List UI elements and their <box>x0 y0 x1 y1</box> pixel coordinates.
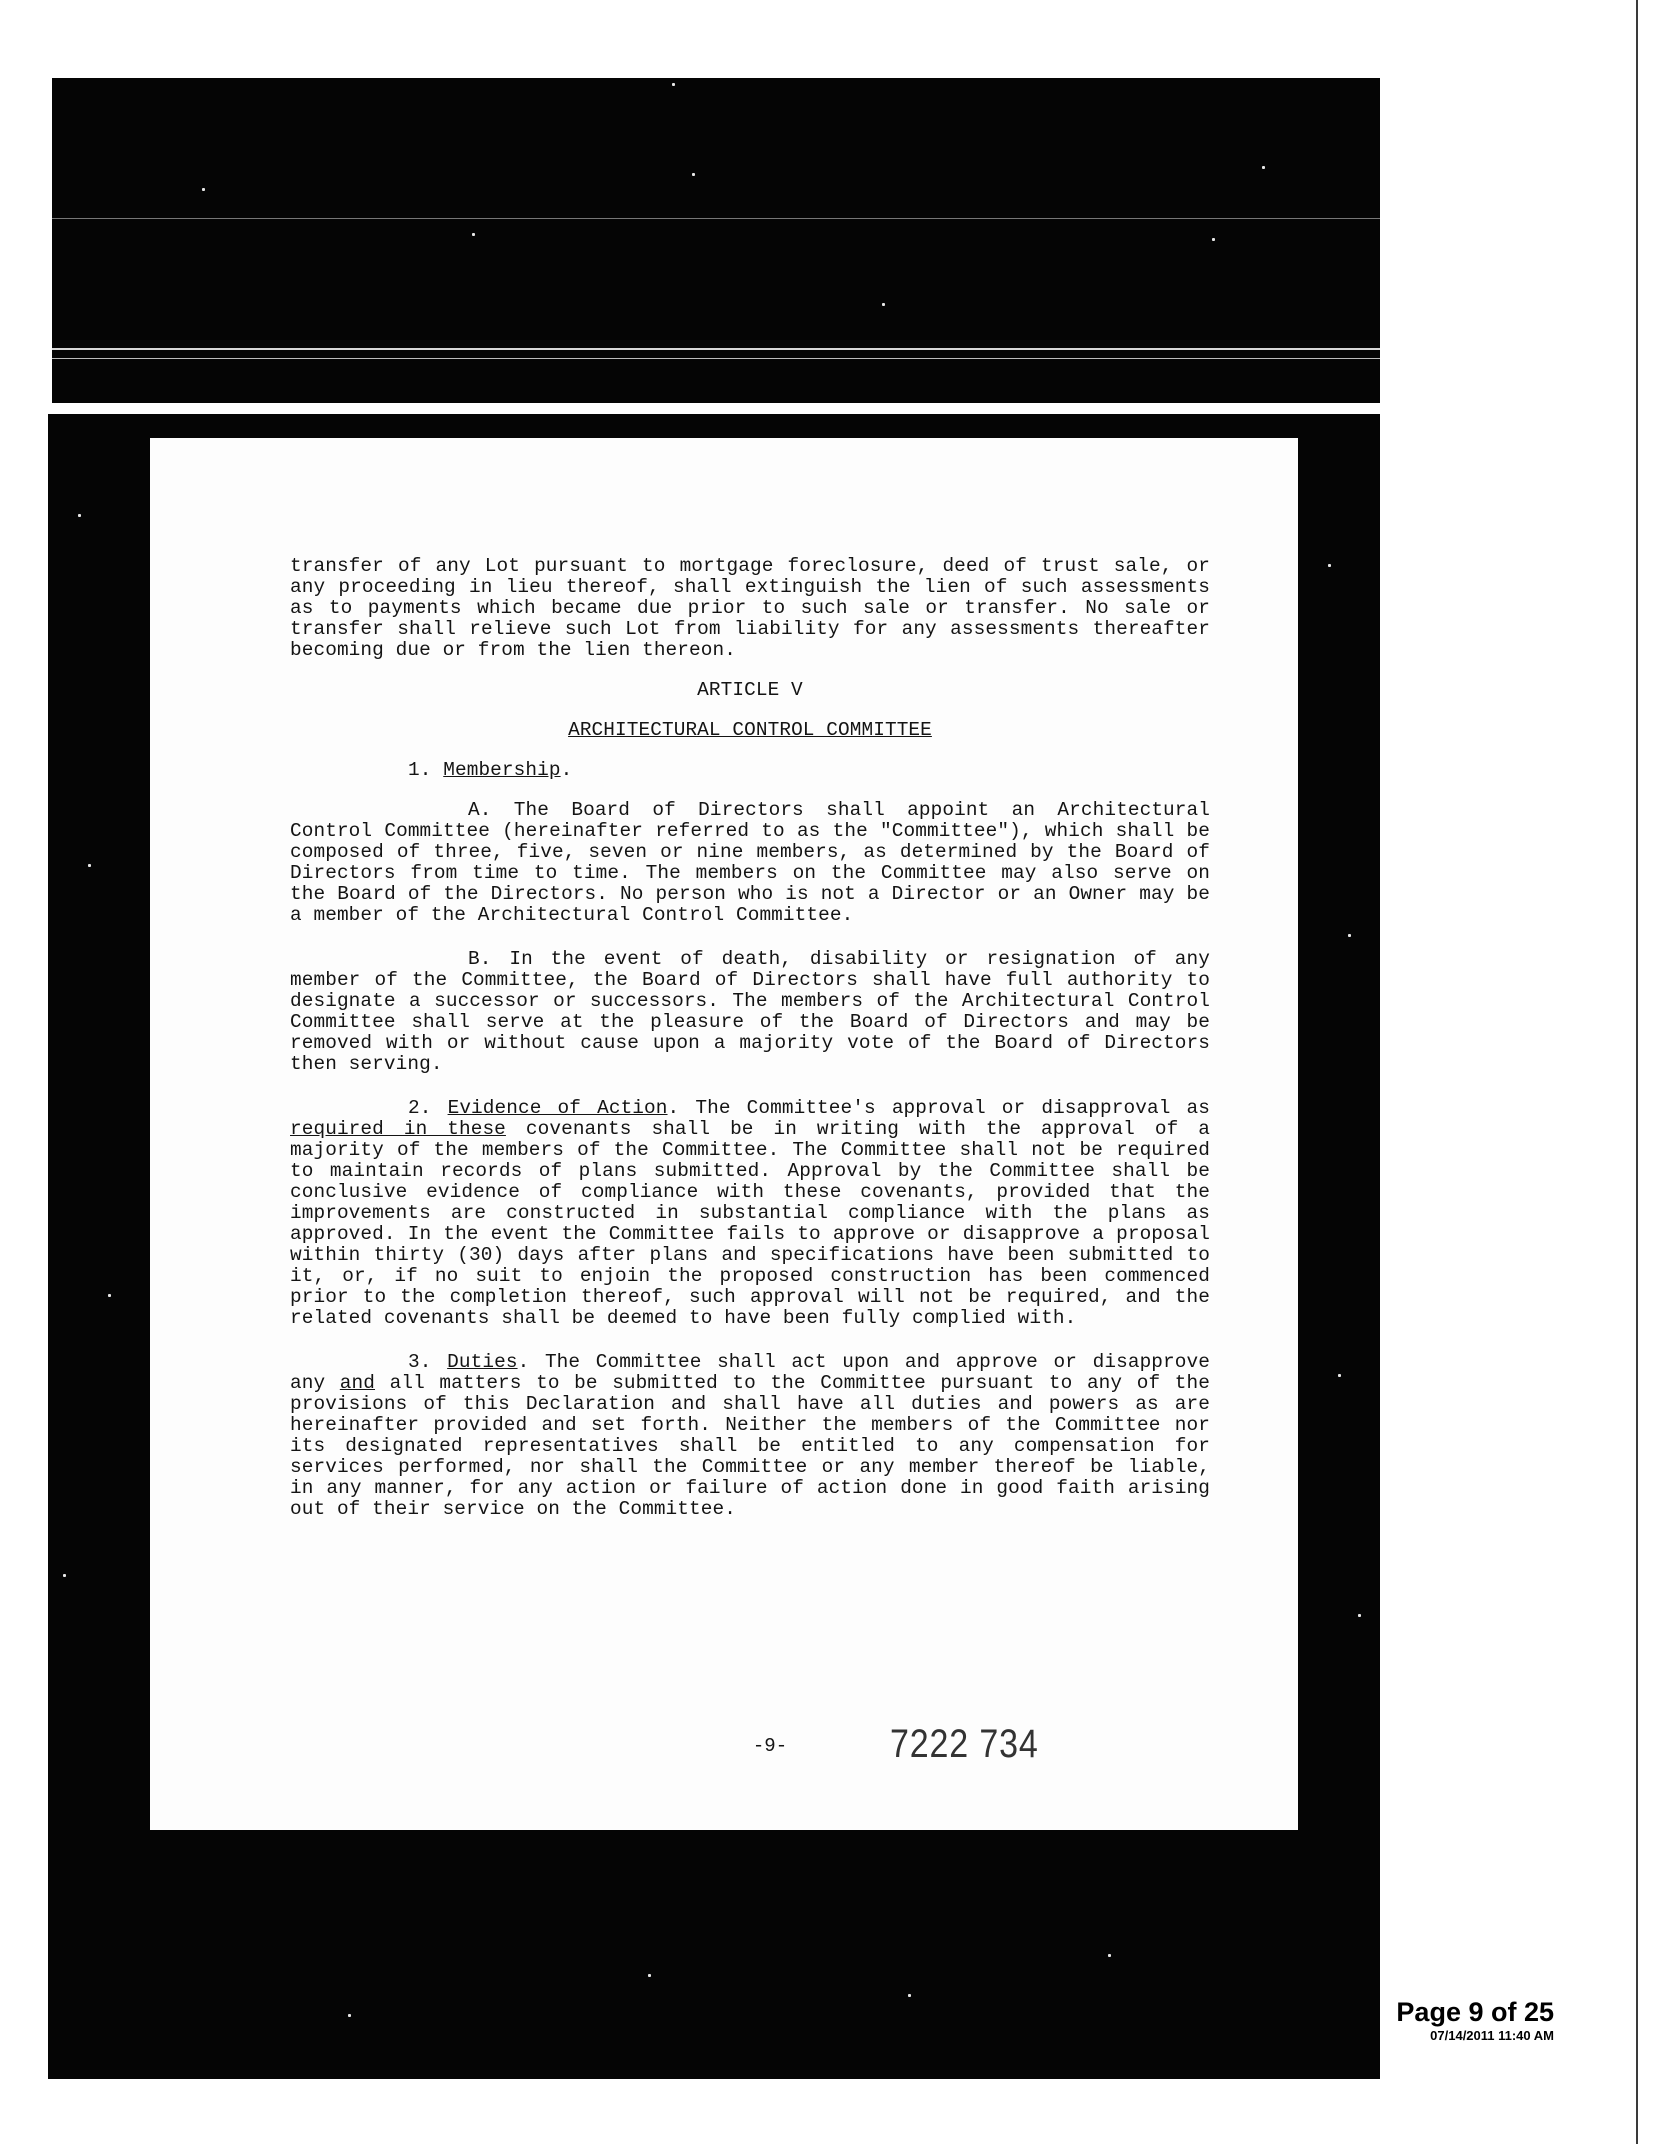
section-2-underlined: required in these <box>290 1118 506 1140</box>
scan-black-band <box>52 78 1380 403</box>
intro-paragraph: transfer of any Lot pursuant to mortgage foreclosure, deed of trust sale, or any proceeding in lieu thereof, shall extinguish the lien of such assessments as to payments which became due prior to such sale or transfer. No sale or transfer shall relieve such Lot from liability for any assessments thereafter becoming due or from the lien thereon. <box>290 555 1210 661</box>
section-3-underlined: and <box>339 1372 376 1394</box>
section-1-a: A. The Board of Directors shall appoint an Architectural Control Committee (hereinafter referred to as the "Committee"), which shall be composed of three, five, seven or nine members, as determined by the Board of Directors from time to time. The members on the Committee may also serve on the Board of the Directors. No person who is not a Director or an Owner may be a member of the Architectural Control Committee. <box>290 799 1210 926</box>
scan-speck <box>908 1994 911 1997</box>
section-3-body: all matters to be submitted to the Committee pursuant to any of the provisions of this Declaration and shall have all duties and powers as are hereinafter provided and set forth. Neither the members of the Committee nor its designated representatives shall be entitled to any compensation for services performed, nor shall the Committee or any member thereof be liable, in any manner, for any action or failure of action done in good faith arising out of their service on the Committee. <box>290 1372 1210 1520</box>
scan-speck <box>1108 1954 1111 1957</box>
scan-speck <box>1358 1614 1361 1617</box>
scan-speck <box>78 514 81 517</box>
scan-speck <box>1328 564 1331 567</box>
section-1-heading <box>290 760 1210 781</box>
scan-speck <box>672 83 675 86</box>
section-1-b: B. In the event of death, disability or resignation of any member of the Committee, the Board of Directors shall have full authority to designate a successor or successors. The members of the Architectural Control Committee shall serve at the pleasure of the Board of Directors and may be removed with or without cause upon a majority vote of the Board of Directors then serving. <box>290 948 1210 1075</box>
scan-speck <box>1348 934 1351 937</box>
article-title <box>290 720 1210 741</box>
section-3-lead: . The Committee shall act upon and approve or disapprove any <box>290 1351 1210 1394</box>
scan-speck <box>1212 238 1215 241</box>
page-counter: Page 9 of 25 <box>1396 1997 1554 2027</box>
article-heading: ARTICLE V <box>697 679 803 701</box>
section-2 <box>290 1098 1210 1329</box>
scan-speck <box>882 303 885 306</box>
section-3-title: Duties <box>447 1351 518 1373</box>
scan-speck <box>88 864 91 867</box>
scan-speck <box>202 188 205 191</box>
scan-speck <box>648 1974 651 1977</box>
page-number: -9- <box>752 1735 788 1757</box>
page-body <box>290 556 1210 1520</box>
scanned-page <box>150 438 1298 1830</box>
page-edge-rule <box>1636 0 1638 2144</box>
scan-speck <box>108 1294 111 1297</box>
section-2-lead: . The Committee's approval or disapproval as <box>667 1097 1210 1119</box>
section-3 <box>290 1352 1210 1520</box>
section-1-title: Membership <box>443 759 561 781</box>
scan-streak <box>52 358 1380 359</box>
section-2-body: covenants shall be in writing with the approval of a majority of the members of the Committee. The Committee shall not be required to maintain records of plans submitted. Approval by the Committee shall be conclusive evidence of compliance with these covenants, provided that the improvements are constructed in substantial compliance with the plans as approved. In the event the Committee fails to approve or disapprove a proposal within thirty (30) days after plans and specifications have been submitted to it, or, if no suit to enjoin the proposed construction has been commenced prior to the completion thereof, such approval will not be required, and the related covenants shall be deemed to have been fully complied with. <box>290 1118 1210 1329</box>
section-1-title-end: . <box>560 759 573 781</box>
scan-speck <box>1262 166 1265 169</box>
article-title-text: ARCHITECTURAL CONTROL COMMITTEE <box>568 719 932 741</box>
scan-speck <box>472 233 475 236</box>
section-1-number: 1. <box>408 759 432 781</box>
page-footer <box>1384 1996 1554 2044</box>
scan-streak <box>52 348 1380 350</box>
scan-speck <box>1338 1374 1341 1377</box>
recording-stamp: 7222 734 <box>890 1722 1039 1766</box>
section-2-number: 2. <box>408 1097 432 1119</box>
scan-speck <box>63 1574 66 1577</box>
scan-speck <box>348 2014 351 2017</box>
print-timestamp: 07/14/2011 11:40 AM <box>1430 2028 1554 2043</box>
scan-streak <box>52 218 1380 219</box>
section-3-number: 3. <box>408 1351 432 1373</box>
section-2-title: Evidence of Action <box>447 1097 668 1119</box>
scan-speck <box>692 173 695 176</box>
